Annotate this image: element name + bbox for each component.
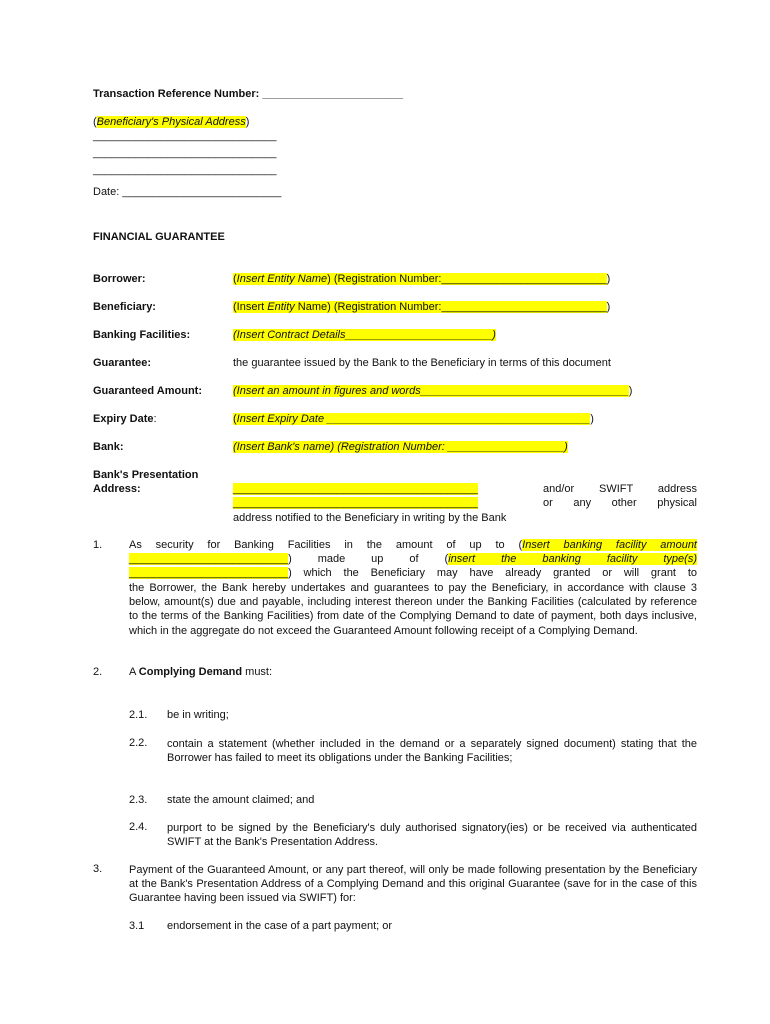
beneficiary-value: (Insert Entity Name) (Registration Number:___________________________) bbox=[233, 301, 611, 313]
address-line-2: ______________________________ bbox=[93, 147, 277, 159]
clause-2-1-text: be in writing; bbox=[167, 709, 229, 721]
banking-facilities-label: Banking Facilities: bbox=[93, 329, 191, 341]
clause-3-text: Payment of the Guaranteed Amount, or any part thereof, will only be made following presentation by the Beneficiary at the Bank's Presentation Address of a Complying Demand and this original Guarantee (save for in the case of this Guarantee having been issued via SWIFT) for: bbox=[129, 864, 697, 905]
clause-2-2-text: contain a statement (whether included in the demand or a separately signed document) stating that the Borrower has failed to meet its obligations under the Banking Facilities; bbox=[167, 738, 697, 765]
address-line-1: ______________________________ bbox=[93, 130, 277, 142]
bank-label: Bank: bbox=[93, 441, 124, 453]
clause-1-line-1: As security for Banking Facilities in the amount of up to (Insert banking facility amount bbox=[129, 539, 697, 551]
clause-2-3-number: 2.3. bbox=[129, 794, 148, 806]
guaranteed-amount-value: (Insert an amount in figures and words__________________________________) bbox=[233, 385, 633, 397]
clause-2-4-text: purport to be signed by the Beneficiary's duly authorised signatory(ies) or be received via authenticated SWIFT at the Bank's Presentation Address. bbox=[167, 822, 697, 849]
clause-2-1-number: 2.1. bbox=[129, 709, 148, 721]
presentation-address-blank-1: ________________________________________ bbox=[233, 483, 478, 495]
expiry-date-label: Expiry Date: bbox=[93, 413, 157, 425]
beneficiary-label: Beneficiary: bbox=[93, 301, 156, 313]
expiry-date-value: (Insert Expiry Date ___________________________________________) bbox=[233, 413, 594, 425]
address-line-3: ______________________________ bbox=[93, 164, 277, 176]
presentation-address-blank-2: ________________________________________ bbox=[233, 497, 478, 509]
clause-2-3-text: state the amount claimed; and bbox=[167, 794, 315, 806]
clause-2-heading: A Complying Demand must: bbox=[129, 666, 273, 678]
guarantee-label: Guarantee: bbox=[93, 357, 152, 369]
guaranteed-amount-label: Guaranteed Amount: bbox=[93, 385, 202, 397]
presentation-address-label: Bank's Presentation bbox=[93, 469, 199, 481]
clause-3-1-text: endorsement in the case of a part payment; or bbox=[167, 920, 393, 932]
beneficiary-address-heading: (Beneficiary's Physical Address) bbox=[93, 116, 250, 128]
banking-facilities-value: (Insert Contract Details________________________) bbox=[233, 329, 496, 341]
presentation-address-label-2: Address: bbox=[93, 483, 141, 495]
borrower-value: (Insert Entity Name) (Registration Number:___________________________) bbox=[233, 273, 611, 285]
bank-value: (Insert Bank's name) (Registration Number: ___________________) bbox=[233, 441, 568, 453]
borrower-label: Borrower: bbox=[93, 273, 146, 285]
clause-3-number: 3. bbox=[93, 863, 103, 875]
guarantee-value: the guarantee issued by the Bank to the Beneficiary in terms of this document bbox=[233, 357, 611, 369]
clause-2-2-number: 2.2. bbox=[129, 737, 148, 749]
date-line: Date: __________________________ bbox=[93, 186, 282, 198]
beneficiary-address-placeholder: Beneficiary's Physical Address bbox=[96, 116, 246, 128]
clause-1-number: 1. bbox=[93, 539, 103, 551]
clause-2-4-number: 2.4. bbox=[129, 821, 148, 833]
clause-1-line-3: __________________________) which the Beneficiary may have already granted or will grant to bbox=[129, 567, 697, 579]
document-title: FINANCIAL GUARANTEE bbox=[93, 231, 225, 243]
clause-3-1-number: 3.1 bbox=[129, 920, 145, 932]
clause-1-line-2: __________________________) made up of (insert the banking facility type(s) bbox=[129, 553, 697, 565]
presentation-address-note: address notified to the Beneficiary in writing by the Bank bbox=[233, 512, 507, 524]
transaction-reference-line: Transaction Reference Number: _______________________ bbox=[93, 88, 404, 100]
clause-2-number: 2. bbox=[93, 666, 103, 678]
presentation-physical-text: or any other physical bbox=[543, 497, 697, 509]
presentation-swift-text: and/or SWIFT address bbox=[543, 483, 697, 495]
clause-1-body: the Borrower, the Bank hereby undertakes and guarantees to pay the Beneficiary, in accordance with clause 3 below, amount(s) due and payable, including interest thereon under the Banking Facilities (calculated by reference to the terms of the Banking Facilities) from date of the Complying Demand to date of payment, both days inclusive, which in the aggregate do not exceed the Guaranteed Amount following receipt of a Complying Demand. bbox=[129, 582, 697, 637]
